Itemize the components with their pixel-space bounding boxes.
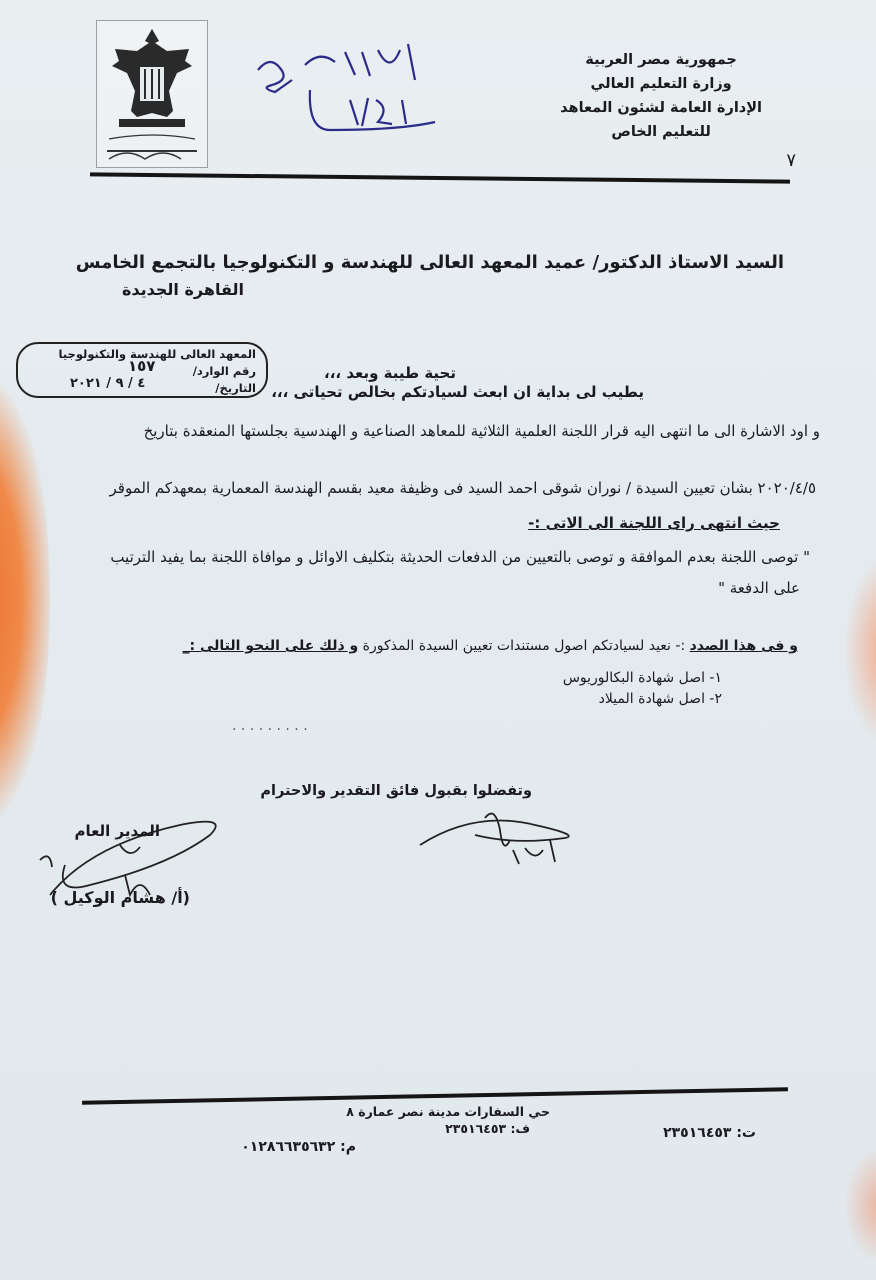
footer-divider — [82, 1087, 788, 1105]
stamp-incoming-label: رقم الوارد/ — [192, 364, 256, 378]
body-paragraph: و اود الاشارة الى ما انتهى اليه قرار اللجنة العلمية الثلاثية للمعاهد الصناعية و الهندسية بجلستها المنعقدة بتاريخ — [143, 422, 820, 440]
document-list-item: ١- اصل شهادة البكالوريوس — [562, 670, 722, 686]
pink-stain — [846, 560, 876, 740]
header-line: للتعليم الخاص — [611, 124, 711, 140]
footer-address: حي السفارات مدينة نصر عمارة ٨ — [346, 1104, 550, 1119]
document-list-item: ٢- اصل شهادة الميلاد — [598, 691, 722, 707]
committee-recommendation: " توصى اللجنة بعدم الموافقة و توصى بالتعيين من الدفعات الحديثة بتكليف الاوائل و موافاة اللجنة بما يفيد الترتيب — [110, 548, 810, 566]
committee-decision-heading: حيث انتهى راى اللجنة الى الاتى :- — [528, 514, 780, 532]
addressee-city: القاهرة الجديدة — [121, 280, 244, 299]
signature-right — [415, 800, 585, 870]
corner-mark: ٧ — [786, 150, 796, 171]
orange-stain — [0, 380, 50, 820]
stamp-number: ١٥٧ — [128, 357, 156, 375]
signatory-title: المدير العام — [74, 822, 160, 840]
pink-stain-bottom — [846, 1150, 876, 1260]
header-line: وزارة التعليم العالي — [590, 76, 732, 92]
stamp-date: ٤ / ٩ / ٢٠٢١ — [70, 376, 146, 391]
addressee-line: السيد الاستاذ الدكتور/ عميد المعهد العالى للهندسة و التكنولوجيا بالتجمع الخامس — [75, 252, 784, 273]
footer-fax: ف: ٢٣٥١٦٤٥٣ — [445, 1121, 530, 1136]
ministry-header — [560, 48, 762, 144]
closing-line: وتفضلوا بقبول فائق التقدير والاحترام — [260, 783, 532, 799]
return-mid: :- نعيد لسيادتكم اصول مستندات تعيين السيدة المذكورة — [358, 638, 690, 654]
footer-phone: ت: ٢٣٥١٦٤٥٣ — [663, 1125, 756, 1141]
stamp-date-label: التاريخ/ — [215, 381, 256, 395]
handwritten-reference-note — [250, 30, 450, 140]
header-line: الإدارة العامة لشئون المعاهد — [560, 100, 762, 116]
stamp-institute: المعهد العالى للهندسة والتكنولوجيا — [58, 347, 256, 361]
return-documents-line — [183, 638, 798, 654]
faint-dots: · · · · · · · · · — [232, 722, 308, 738]
body-paragraph: ٢٠٢٠/٤/٥ بشان تعيين السيدة / نوران شوقى احمد السيد فى وظيفة معيد بقسم الهندسة المعمارية بمعهدكم الموقر — [109, 479, 816, 497]
signatory-name: (أ/ هشام الوكيل ) — [50, 888, 190, 907]
header-divider — [90, 172, 790, 183]
committee-recommendation-end: على الدفعة " — [718, 579, 800, 597]
return-tail: و ذلك على النحو التالى :_ — [182, 638, 359, 654]
greeting-line: يطيب لى بداية ان ابعث لسيادتكم بخالص تحياتى ،،، — [271, 383, 644, 401]
eagle-emblem-logo — [96, 20, 208, 168]
footer-mobile: م: ٠١٢٨٦٦٣٥٦٣٢ — [241, 1139, 356, 1155]
greeting-line: تحية طيبة وبعد ،،، — [324, 364, 456, 382]
header-line: جمهورية مصر العربية — [585, 52, 737, 68]
return-lead: و فى هذا الصدد — [689, 638, 798, 654]
received-stamp — [16, 342, 268, 398]
